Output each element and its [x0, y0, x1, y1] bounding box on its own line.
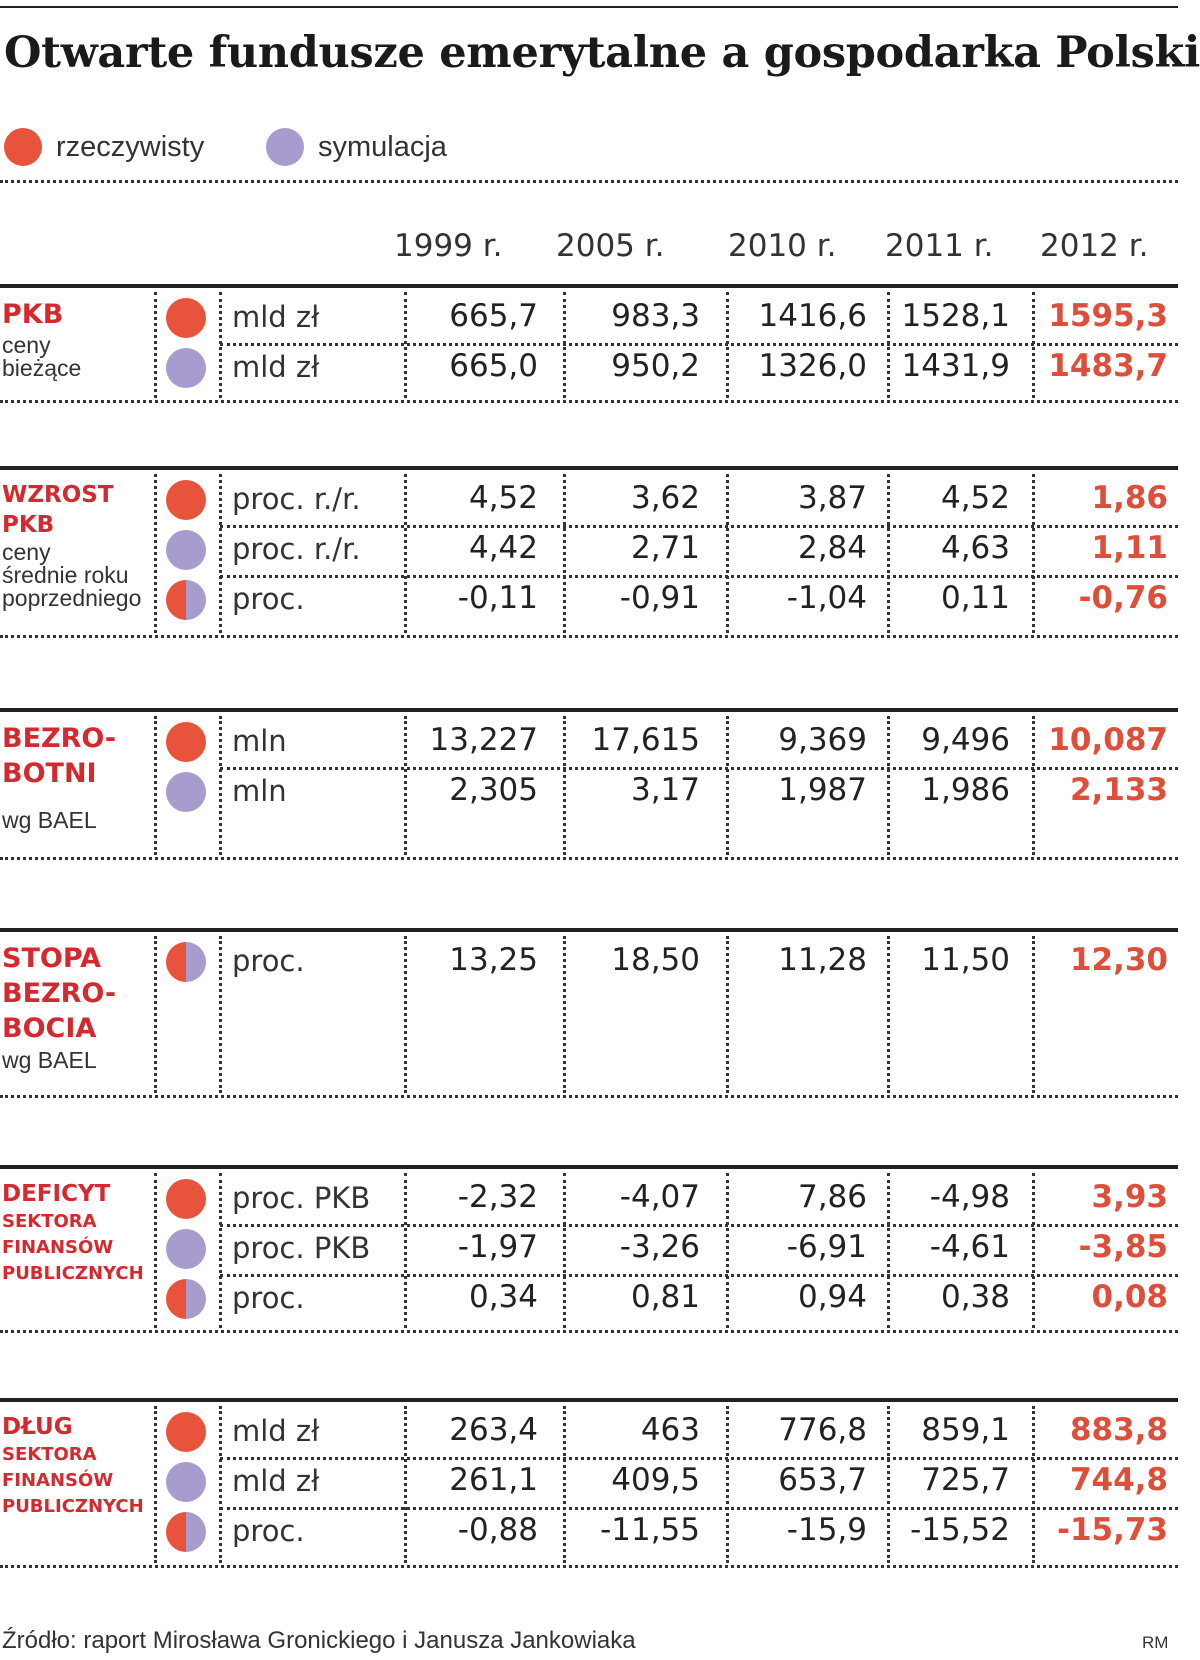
- table-cell: 263,4: [449, 1412, 538, 1448]
- column-divider: [726, 1406, 729, 1563]
- section-top-rule: [0, 284, 1178, 288]
- table-cell: 2,71: [630, 530, 700, 566]
- section-title: DEFICYT: [2, 1181, 111, 1207]
- section-bottom-rule: [0, 1330, 1178, 1333]
- table-cell: 9,496: [921, 722, 1010, 758]
- section-bottom-rule: [0, 400, 1178, 403]
- table-cell: -3,26: [619, 1229, 700, 1265]
- column-divider: [887, 936, 890, 1093]
- marker-simulation-icon: [166, 1462, 206, 1502]
- column-divider: [404, 1173, 407, 1328]
- section-top-rule: [0, 928, 1178, 932]
- table-cell: -4,98: [929, 1179, 1010, 1215]
- table-section: [0, 928, 1178, 1095]
- table-section: [0, 708, 1178, 857]
- section-note: średnie roku: [2, 562, 129, 588]
- table-cell: 1431,9: [901, 348, 1010, 384]
- table-section: [0, 466, 1178, 635]
- column-divider: [404, 716, 407, 855]
- table-cell: 4,52: [468, 480, 538, 516]
- row-unit: mln: [232, 774, 287, 808]
- column-divider: [219, 1406, 222, 1563]
- section-top-rule: [0, 708, 1178, 712]
- table-section: [0, 1165, 1178, 1330]
- marker-actual-icon: [166, 1179, 206, 1219]
- column-divider: [726, 716, 729, 855]
- table-cell: 0,34: [468, 1279, 538, 1315]
- table-cell: 1,86: [1091, 480, 1168, 516]
- column-divider: [154, 474, 157, 633]
- table-cell: -3,85: [1078, 1229, 1168, 1265]
- column-divider: [563, 1173, 566, 1328]
- table-section: [0, 1398, 1178, 1565]
- table-cell: 665,0: [449, 348, 538, 384]
- marker-actual-icon: [166, 722, 206, 762]
- row-unit: mld zł: [232, 1464, 320, 1498]
- table-cell: 665,7: [449, 298, 538, 334]
- section-subtitle: FINANSÓW: [2, 1237, 114, 1258]
- marker-difference-icon: [166, 942, 206, 982]
- column-divider: [1032, 936, 1035, 1093]
- column-divider: [154, 1406, 157, 1563]
- source-note: Źródło: raport Mirosława Gronickiego i Janusza Jankowiaka: [2, 1627, 636, 1654]
- section-title: WZROST: [2, 482, 114, 508]
- table-cell: 859,1: [921, 1412, 1010, 1448]
- column-divider: [1032, 716, 1035, 855]
- row-unit: proc.: [232, 1281, 305, 1315]
- section-title: BEZRO-: [2, 723, 117, 754]
- column-divider: [1032, 474, 1035, 633]
- table-cell: 2,133: [1069, 772, 1168, 808]
- table-cell: -15,9: [786, 1512, 867, 1548]
- table-cell: 9,369: [778, 722, 867, 758]
- table-cell: 0,11: [940, 580, 1010, 616]
- table-cell: 12,30: [1069, 942, 1168, 978]
- section-title: BOTNI: [2, 758, 97, 789]
- section-note: wg BAEL: [2, 807, 97, 833]
- section-title: BOCIA: [2, 1013, 97, 1044]
- table-cell: -0,91: [619, 580, 700, 616]
- section-bottom-rule: [0, 857, 1178, 860]
- section-subtitle: PUBLICZNYCH: [2, 1496, 144, 1517]
- section-top-rule: [0, 466, 1178, 470]
- table-cell: 0,81: [630, 1279, 700, 1315]
- table-cell: 1595,3: [1048, 298, 1168, 334]
- column-divider: [154, 716, 157, 855]
- column-divider: [726, 474, 729, 633]
- table-cell: 10,087: [1048, 722, 1168, 758]
- table-cell: -15,52: [910, 1512, 1010, 1548]
- section-subtitle: SEKTORA: [2, 1444, 97, 1465]
- section-note: ceny: [2, 332, 51, 358]
- column-divider: [563, 1406, 566, 1563]
- column-divider: [219, 936, 222, 1093]
- author-credit: RM: [1142, 1633, 1169, 1652]
- section-note: bieżące: [2, 355, 82, 381]
- table-cell: 2,305: [449, 772, 538, 808]
- row-unit: proc.: [232, 1514, 305, 1548]
- section-bottom-rule: [0, 1565, 1178, 1568]
- row-divider: [220, 1457, 1178, 1460]
- marker-simulation-icon: [166, 1229, 206, 1269]
- row-unit: proc. PKB: [232, 1181, 371, 1215]
- marker-difference-icon: [166, 1512, 206, 1552]
- column-divider: [154, 292, 157, 398]
- table-cell: 776,8: [778, 1412, 867, 1448]
- row-divider: [220, 343, 1178, 346]
- table-cell: 18,50: [611, 942, 700, 978]
- table-cell: -0,11: [457, 580, 538, 616]
- column-divider: [563, 716, 566, 855]
- table-cell: 1528,1: [901, 298, 1010, 334]
- table-cell: 725,7: [921, 1462, 1010, 1498]
- year-header-2: 2010 r.: [728, 228, 837, 264]
- table-cell: 11,50: [921, 942, 1010, 978]
- page-title: Otwarte fundusze emerytalne a gospodarka Polski: [4, 28, 1200, 78]
- table-cell: 1483,7: [1048, 348, 1168, 384]
- legend-simulation-label: symulacja: [318, 130, 447, 163]
- year-header-1: 2005 r.: [556, 228, 665, 264]
- column-divider: [404, 936, 407, 1093]
- table-cell: -15,73: [1057, 1512, 1168, 1548]
- table-cell: 3,87: [797, 480, 867, 516]
- column-divider: [563, 474, 566, 633]
- table-cell: 7,86: [797, 1179, 867, 1215]
- row-unit: mln: [232, 724, 287, 758]
- column-divider: [726, 936, 729, 1093]
- table-cell: 4,52: [940, 480, 1010, 516]
- row-unit: proc.: [232, 944, 305, 978]
- column-divider: [1032, 1173, 1035, 1328]
- table-cell: 261,1: [449, 1462, 538, 1498]
- table-cell: 0,08: [1091, 1279, 1168, 1315]
- row-unit: proc. r./r.: [232, 482, 361, 516]
- table-cell: 13,25: [449, 942, 538, 978]
- row-divider: [220, 767, 1178, 770]
- year-header-0: 1999 r.: [394, 228, 503, 264]
- section-bottom-rule: [0, 1095, 1178, 1098]
- column-divider: [404, 1406, 407, 1563]
- table-cell: 4,42: [468, 530, 538, 566]
- table-cell: -1,04: [786, 580, 867, 616]
- marker-difference-icon: [166, 1279, 206, 1319]
- row-divider: [220, 1274, 1178, 1277]
- table-cell: 17,615: [591, 722, 700, 758]
- section-subtitle: FINANSÓW: [2, 1470, 114, 1491]
- row-unit: mld zł: [232, 300, 320, 334]
- column-divider: [154, 1173, 157, 1328]
- column-divider: [219, 716, 222, 855]
- section-title: STOPA: [2, 943, 102, 974]
- year-header-3: 2011 r.: [885, 228, 994, 264]
- column-divider: [887, 1173, 890, 1328]
- table-cell: 11,28: [778, 942, 867, 978]
- table-section: [0, 284, 1178, 400]
- marker-simulation-icon: [166, 348, 206, 388]
- table-cell: -0,88: [457, 1512, 538, 1548]
- marker-difference-icon: [166, 580, 206, 620]
- column-divider: [219, 1173, 222, 1328]
- table-cell: 3,17: [630, 772, 700, 808]
- table-cell: 13,227: [429, 722, 538, 758]
- table-cell: -11,55: [600, 1512, 700, 1548]
- table-cell: 1416,6: [758, 298, 867, 334]
- row-unit: mld zł: [232, 1414, 320, 1448]
- table-cell: -4,07: [619, 1179, 700, 1215]
- table-cell: -2,32: [457, 1179, 538, 1215]
- legend-actual-label: rzeczywisty: [56, 130, 205, 163]
- section-top-rule: [0, 1398, 1178, 1402]
- section-subtitle: SEKTORA: [2, 1211, 97, 1232]
- column-divider: [887, 474, 890, 633]
- marker-simulation-icon: [166, 530, 206, 570]
- column-divider: [563, 936, 566, 1093]
- section-title: DŁUG: [2, 1414, 73, 1440]
- table-cell: 1326,0: [758, 348, 867, 384]
- column-divider: [404, 474, 407, 633]
- table-cell: 744,8: [1069, 1462, 1168, 1498]
- marker-actual-icon: [166, 480, 206, 520]
- marker-simulation-icon: [166, 772, 206, 812]
- row-unit: proc. r./r.: [232, 532, 361, 566]
- section-note: poprzedniego: [2, 585, 142, 611]
- table-cell: -0,76: [1078, 580, 1168, 616]
- table-cell: 1,987: [778, 772, 867, 808]
- year-header-4: 2012 r.: [1040, 228, 1149, 264]
- row-unit: proc. PKB: [232, 1231, 371, 1265]
- column-divider: [1032, 1406, 1035, 1563]
- table-cell: 950,2: [611, 348, 700, 384]
- column-divider: [219, 474, 222, 633]
- table-cell: 0,38: [940, 1279, 1010, 1315]
- table-cell: 2,84: [797, 530, 867, 566]
- table-cell: -6,91: [786, 1229, 867, 1265]
- table-cell: 983,3: [611, 298, 700, 334]
- section-note: wg BAEL: [2, 1047, 97, 1073]
- section-bottom-rule: [0, 635, 1178, 638]
- table-cell: 4,63: [940, 530, 1010, 566]
- table-cell: 1,986: [921, 772, 1010, 808]
- table-cell: 1,11: [1091, 530, 1168, 566]
- row-unit: mld zł: [232, 350, 320, 384]
- row-divider: [220, 525, 1178, 528]
- row-divider: [220, 1507, 1178, 1510]
- table-cell: 883,8: [1069, 1412, 1168, 1448]
- table-cell: -1,97: [457, 1229, 538, 1265]
- section-title: BEZRO-: [2, 978, 117, 1009]
- section-note: ceny: [2, 539, 51, 565]
- column-divider: [154, 936, 157, 1093]
- marker-actual-icon: [166, 1412, 206, 1452]
- table-cell: 409,5: [611, 1462, 700, 1498]
- table-cell: 463: [640, 1412, 700, 1448]
- section-subtitle: PUBLICZNYCH: [2, 1263, 144, 1284]
- table-cell: 3,62: [630, 480, 700, 516]
- marker-actual-icon: [166, 298, 206, 338]
- table-cell: 3,93: [1091, 1179, 1168, 1215]
- row-divider: [220, 575, 1178, 578]
- table-cell: 653,7: [778, 1462, 867, 1498]
- section-title: PKB: [2, 299, 64, 330]
- table-cell: 0,94: [797, 1279, 867, 1315]
- section-top-rule: [0, 1165, 1178, 1169]
- table-cell: -4,61: [929, 1229, 1010, 1265]
- section-title: PKB: [2, 512, 55, 538]
- column-divider: [887, 716, 890, 855]
- row-divider: [220, 1224, 1178, 1227]
- column-divider: [887, 1406, 890, 1563]
- row-unit: proc.: [232, 582, 305, 616]
- column-divider: [726, 1173, 729, 1328]
